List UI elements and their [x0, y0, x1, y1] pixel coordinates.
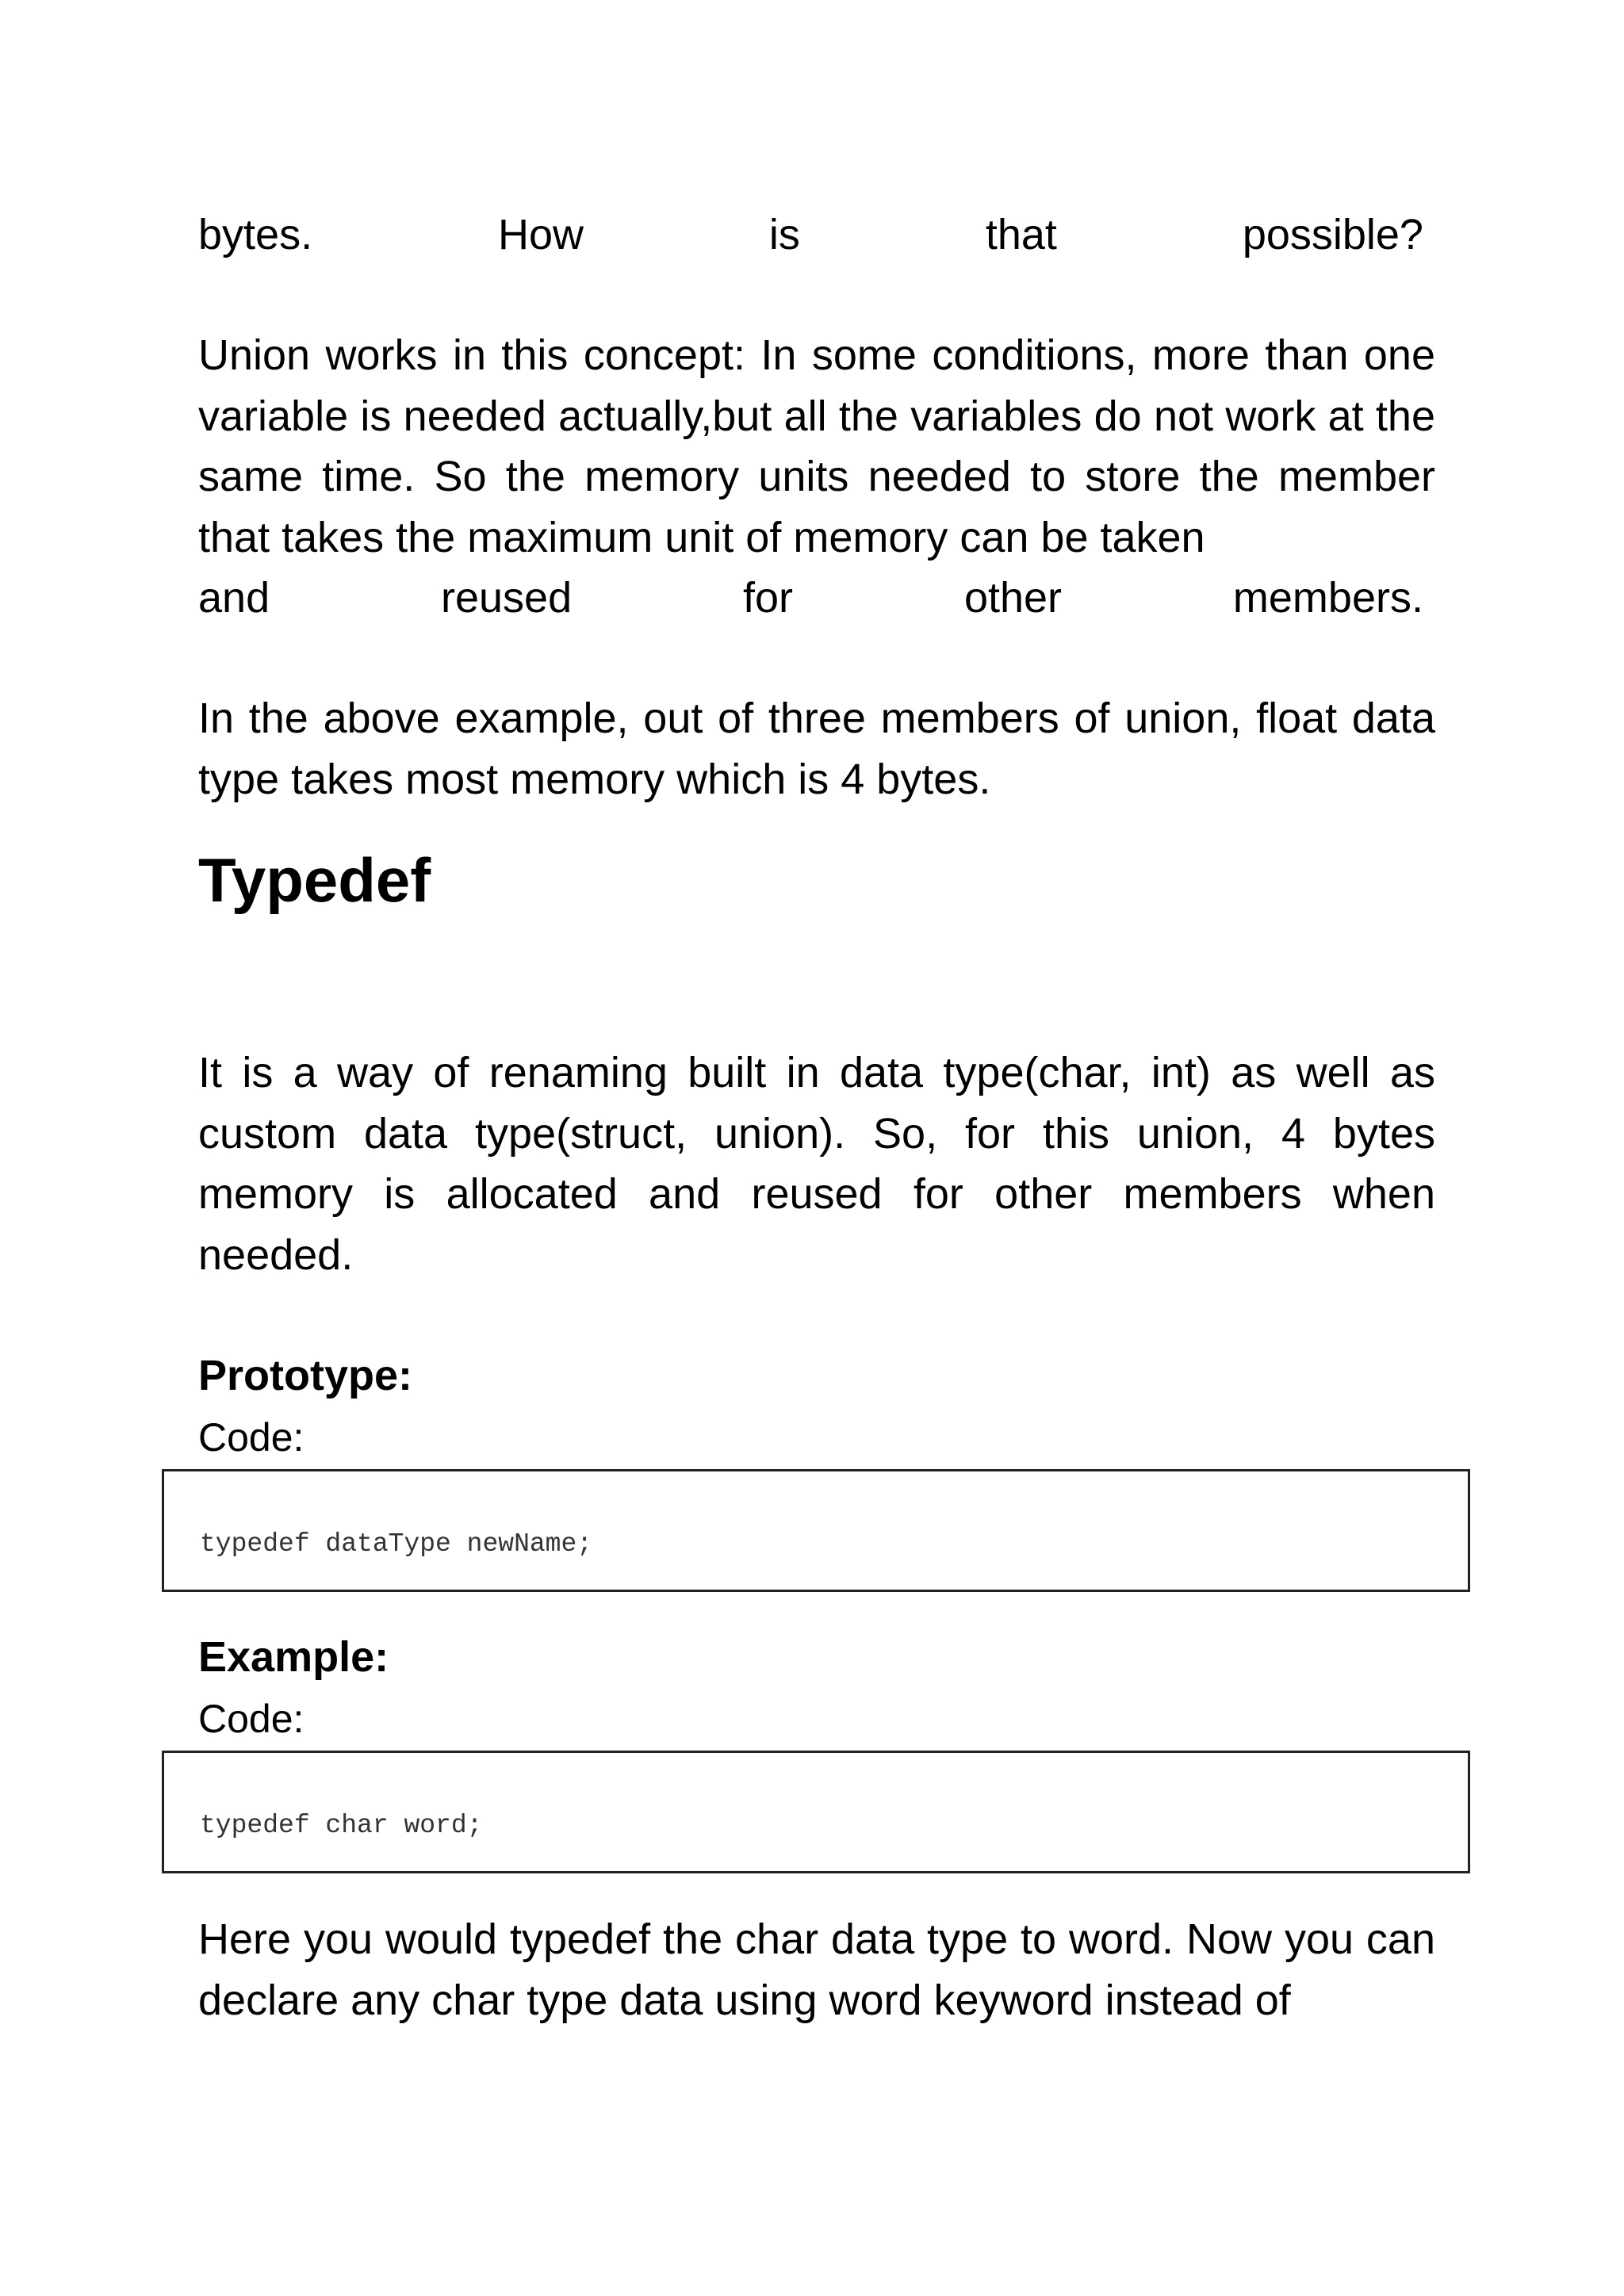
word: other — [963, 574, 1063, 622]
union-paragraph: Union works in this concept: In some conditions, more than one variable is needed actually,but all the variables do not work at the same time. So the memory units needed to store the member that takes the maximum unit of memory can be taken — [198, 331, 1435, 561]
word: that — [985, 211, 1057, 258]
code-block — [162, 1751, 1470, 1873]
example-heading: Example: — [198, 1633, 389, 1681]
word: is — [768, 211, 800, 258]
word: possible? — [1242, 211, 1423, 258]
example-paragraph: In the above example, out of three members of union, float data type takes most memory which is 4 bytes. — [198, 695, 1435, 803]
code-line: typedef char word; — [200, 1811, 483, 1840]
code-label: Code: — [198, 1697, 304, 1741]
top-line — [198, 205, 1423, 265]
union-paragraph-last-line — [198, 568, 1423, 628]
word: members. — [1232, 574, 1423, 622]
code-block — [162, 1469, 1470, 1592]
word: for — [743, 574, 794, 622]
word: bytes. — [198, 211, 313, 258]
word: and — [198, 574, 270, 622]
typedef-intro-paragraph: It is a way of renaming built in data type(char, int) as well as custom data type(struct, union). So, for this union, 4 bytes memory is allocated and reused for other members when needed. — [198, 1049, 1435, 1279]
word: How — [497, 211, 584, 258]
section-heading: Typedef — [198, 845, 431, 915]
word: reused — [441, 574, 573, 622]
prototype-heading: Prototype: — [198, 1352, 412, 1399]
code-label: Code: — [198, 1415, 304, 1460]
code-line: typedef dataType newName; — [200, 1529, 593, 1559]
closing-paragraph: Here you would typedef the char data type to word. Now you can declare any char type data using word keyword instead of — [198, 1915, 1435, 2024]
